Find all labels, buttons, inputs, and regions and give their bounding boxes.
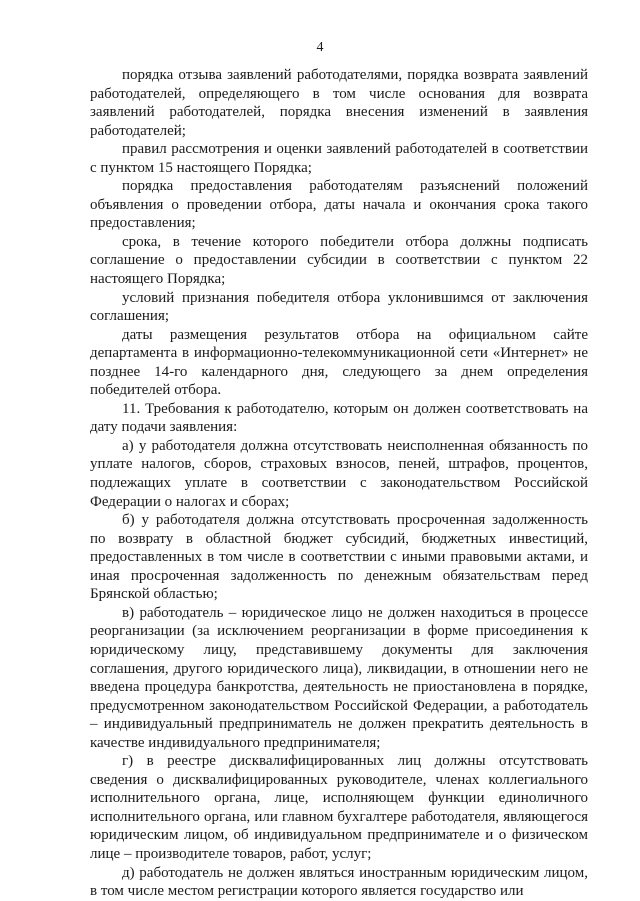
paragraph-evasion-conditions: условий признания победителя отбора уклонившимся от заключения соглашения; [90, 289, 588, 325]
paragraph-clarification-procedure: порядка предоставления работодателям разъяснений положений объявления о проведении отбора, даты начала и окончания срока такого предоставления; [90, 178, 588, 232]
paragraph-item-a: а) у работодателя должна отсутствовать неисполненная обязанность по уплате налогов, сборов, страховых взносов, пеней, штрафов, процентов, подлежащих уплате в соответствии с законодательством Российской Федерации о налогах и сборах; [90, 437, 588, 510]
paragraph-item-b: б) у работодателя должна отсутствовать просроченная задолженность по возврату в областной бюджет субсидий, бюджетных инвестиций, предоставленных в том числе в соответствии с иными правовыми актами, и иная просроченная задолженность по денежным обязательствам перед Брянской областью; [90, 512, 588, 603]
paragraph-section-11-heading: 11. Требования к работодателю, которым он должен соответствовать на дату подачи заявления: [90, 400, 588, 436]
paragraph-item-d: д) работодатель не должен являться иностранным юридическим лицом, в том числе местом регистрации которого является государство или [90, 864, 588, 900]
paragraph-withdrawal-procedure: порядка отзыва заявлений работодателями, порядка возврата заявлений работодателей, определяющего в том числе основания для возврата заявлений работодателей, порядка внесения изменений в заявления работодателей; [90, 67, 588, 139]
paragraph-review-rules: правил рассмотрения и оценки заявлений работодателей в соответствии с пунктом 15 настоящего Порядка; [90, 141, 588, 176]
paragraph-results-publication: даты размещения результатов отбора на официальном сайте департамента в информационно-телекоммуникационной сети «Интернет» не позднее 14-го календарного дня, следующего за днем определения победителей отбора. [90, 326, 588, 399]
paragraph-item-v: в) работодатель – юридическое лицо не должен находиться в процессе реорганизации (за исключением реорганизации в форме присоединения к юридическому лицу, представившему документы для заключения соглашения, другого юридического лица), ликвидации, в отношении него не введена процедура банкротства, деятельность не приостановлена в порядке, предусмотренном законодательством Российской Федерации, а работодатель – индивидуальный предприниматель не должен прекратить деятельность в качестве индивидуального предпринимателя; [90, 604, 588, 751]
page-number: 4 [316, 40, 324, 55]
document-body [90, 66, 588, 901]
paragraph-item-g: г) в реестре дисквалифицированных лиц должны отсутствовать сведения о дисквалифицированных руководителе, членах коллегиального исполнительного органа, лице, исполняющем функции единоличного исполнительного органа, или главном бухгалтере работодателя, являющегося юридическим лицом, об индивидуальном предпринимателе и о физическом лице – производителе товаров, работ, услуг; [90, 753, 588, 862]
paragraph-signing-deadline: срока, в течение которого победители отбора должны подписать соглашение о предоставлении субсидии в соответствии с пунктом 22 настоящего Порядка; [90, 233, 588, 288]
